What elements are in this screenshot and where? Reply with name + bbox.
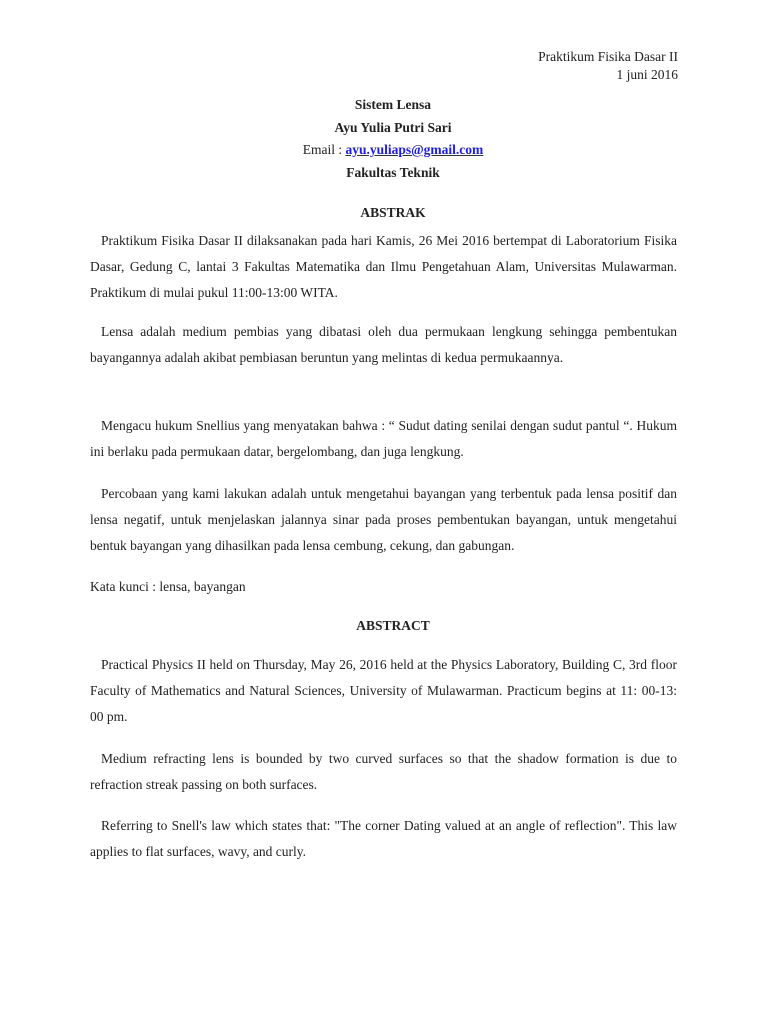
abstrak-paragraph-3: Mengacu hukum Snellius yang menyatakan bahwa : “ Sudut dating senilai dengan sudut pantul “. Hukum ini berlaku pada permukaan datar, bergelombang, dan juga lengkung. xyxy=(90,418,677,459)
abstrak-paragraph-2: Lensa adalah medium pembias yang dibatasi oleh dua permukaan lengkung sehingga pembentukan bayangannya adalah akibat pembiasan beruntun yang melintas di kedua permukaannya. xyxy=(90,324,677,365)
paper-title: Sistem Lensa xyxy=(354,97,432,112)
abstrak-paragraph-4: Percobaan yang kami lakukan adalah untuk mengetahui bayangan yang terbentuk pada lensa positif dan lensa negatif, untuk menjelaskan jalannya sinar pada proses pembentukan bayangan, untuk mengetahui bentuk bayangan yang dihasilkan pada lensa cembung, cekung, dan gabungan. xyxy=(90,486,677,553)
abstract-paragraph-3: Referring to Snell's law which states that: "The corner Dating valued at an angle of reflection". This law applies to flat surfaces, wavy, and curly. xyxy=(90,818,677,859)
abstrak-heading: ABSTRAK xyxy=(360,205,426,220)
email-line xyxy=(0,139,768,162)
document-date: 1 juni 2016 xyxy=(616,67,678,82)
abstract-heading: ABSTRACT xyxy=(356,618,430,633)
title-block xyxy=(0,94,768,184)
course-name: Praktikum Fisika Dasar II xyxy=(538,49,678,64)
keywords: Kata kunci : lensa, bayangan xyxy=(90,579,246,594)
email-link[interactable]: ayu.yuliaps@gmail.com xyxy=(345,142,484,157)
abstrak-paragraph-1: Praktikum Fisika Dasar II dilaksanakan pada hari Kamis, 26 Mei 2016 bertempat di Laboratorium Fisika Dasar, Gedung C, lantai 3 Fakultas Matematika dan Ilmu Pengetahuan Alam, Universitas Mulawarman. Praktikum di mulai pukul 11:00-13:00 WITA. xyxy=(90,233,677,300)
header-info xyxy=(538,48,678,84)
abstract-paragraph-1: Practical Physics II held on Thursday, May 26, 2016 held at the Physics Laboratory, Building C, 3rd floor Faculty of Mathematics and Natural Sciences, University of Mulawarman. Practicum begins at 11: 00-13: 00 pm. xyxy=(90,657,677,724)
faculty-name: Fakultas Teknik xyxy=(346,164,440,180)
abstract-paragraph-2: Medium refracting lens is bounded by two curved surfaces so that the shadow formation is due to refraction streak passing on both surfaces. xyxy=(90,751,677,792)
author-name: Ayu Yulia Putri Sari xyxy=(334,119,452,135)
email-label: Email : xyxy=(302,142,346,157)
